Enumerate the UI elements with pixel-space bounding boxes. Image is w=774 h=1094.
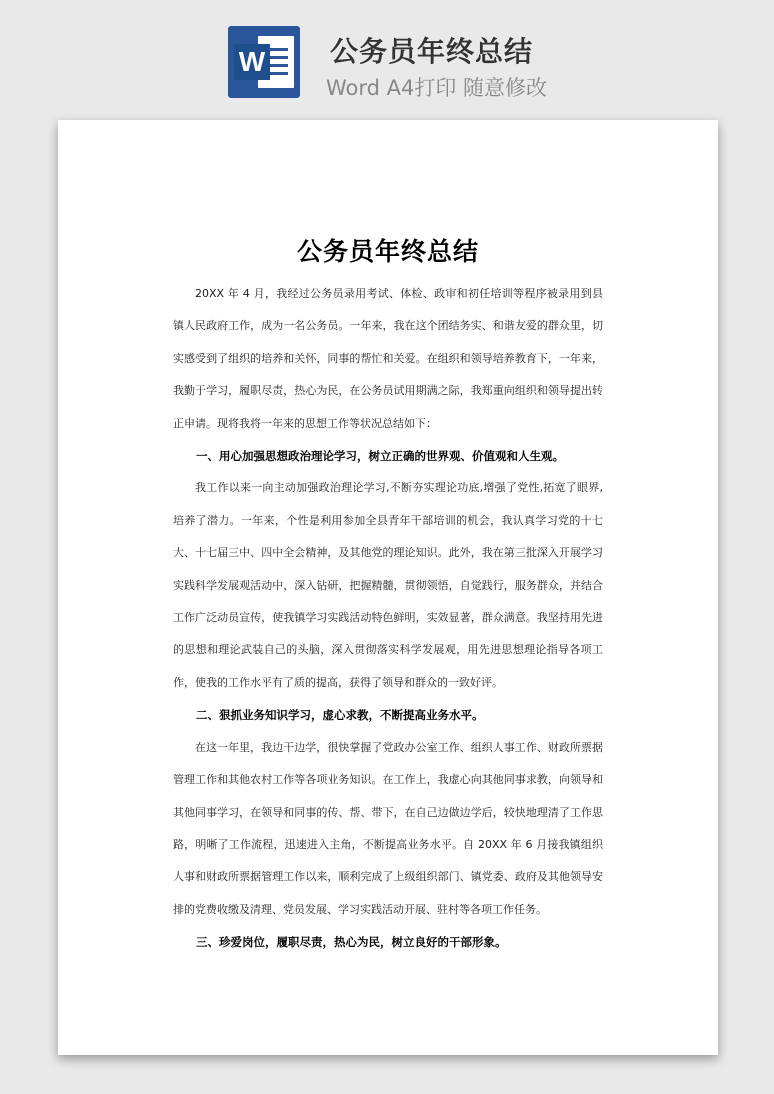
document-page (58, 120, 718, 1055)
document-body (173, 278, 603, 959)
section-heading-3: 三、珍爱岗位，履职尽责，热心为民，树立良好的干部形象。 (196, 935, 507, 950)
section-heading-2: 二、狠抓业务知识学习，虚心求教，不断提高业务水平。 (196, 708, 484, 723)
word-letter: W (234, 44, 270, 80)
paragraph-section-2: 在这一年里，我边干边学，很快掌握了党政办公室工作、组织人事工作、财政所票据管理工作和其他农村工作等各项业务知识。在工作上，我虚心向其他同事求教，向领导和其他同事学习，在领导和同事的传、帮、带下，在自己边做边学后，较快地理清了工作思路，明晰了工作流程，迅速进入主角，不断提高业务水平。自 20XX 年 6 月接我镇组织人事和财政所票据管理工作以来，顺利完成了上级组织部门、镇党委、政府及其他领导安排的党费收缴及清理、党员发展、学习实践活动开展、驻村等各项工作任务。 (173, 740, 603, 916)
document-title: 公务员年终总结 (296, 237, 479, 266)
header-title: 公务员年终总结 (330, 35, 534, 68)
section-heading-1: 一、用心加强思想政治理论学习，树立正确的世界观、价值观和人生观。 (196, 449, 564, 464)
word-document-icon (228, 26, 300, 98)
paragraph-intro: 20XX 年 4 月，我经过公务员录用考试、体检、政审和初任培训等程序被录用到县镇人民政府工作，成为一名公务员。一年来，我在这个团结务实、和谐友爱的群众里，切实感受到了组织的培养和关怀，同事的帮忙和关爱。在组织和领导培养教育下，一年来，我勤于学习，履职尽责，热心为民，在公务员试用期满之际，我郑重向组织和领导提出转正申请。现将我将一年来的思想工作等状况总结如下： (173, 287, 603, 430)
header-subtitle: Word A4打印 随意修改 (326, 76, 548, 100)
paragraph-section-1: 我工作以来一向主动加强政治理论学习,不断夯实理论功底,增强了党性,拓宽了眼界,培养了潜力。一年来，个性是利用参加全县青年干部培训的机会，我认真学习党的十七大、十七届三中、四中全会精神，及其他党的理论知识。此外，我在第三批深入开展学习实践科学发展观活动中，深入钻研，把握精髓，贯彻领悟，自觉践行，服务群众，并结合工作广泛动员宣传，使我镇学习实践活动特色鲜明，实效显著，群众满意。我坚持用先进的思想和理论武装自己的头脑，深入贯彻落实科学发展观，用先进思想理论指导各项工作，使我的工作水平有了质的提高，获得了领导和群众的一致好评。 (173, 481, 603, 689)
page-header (0, 0, 774, 110)
